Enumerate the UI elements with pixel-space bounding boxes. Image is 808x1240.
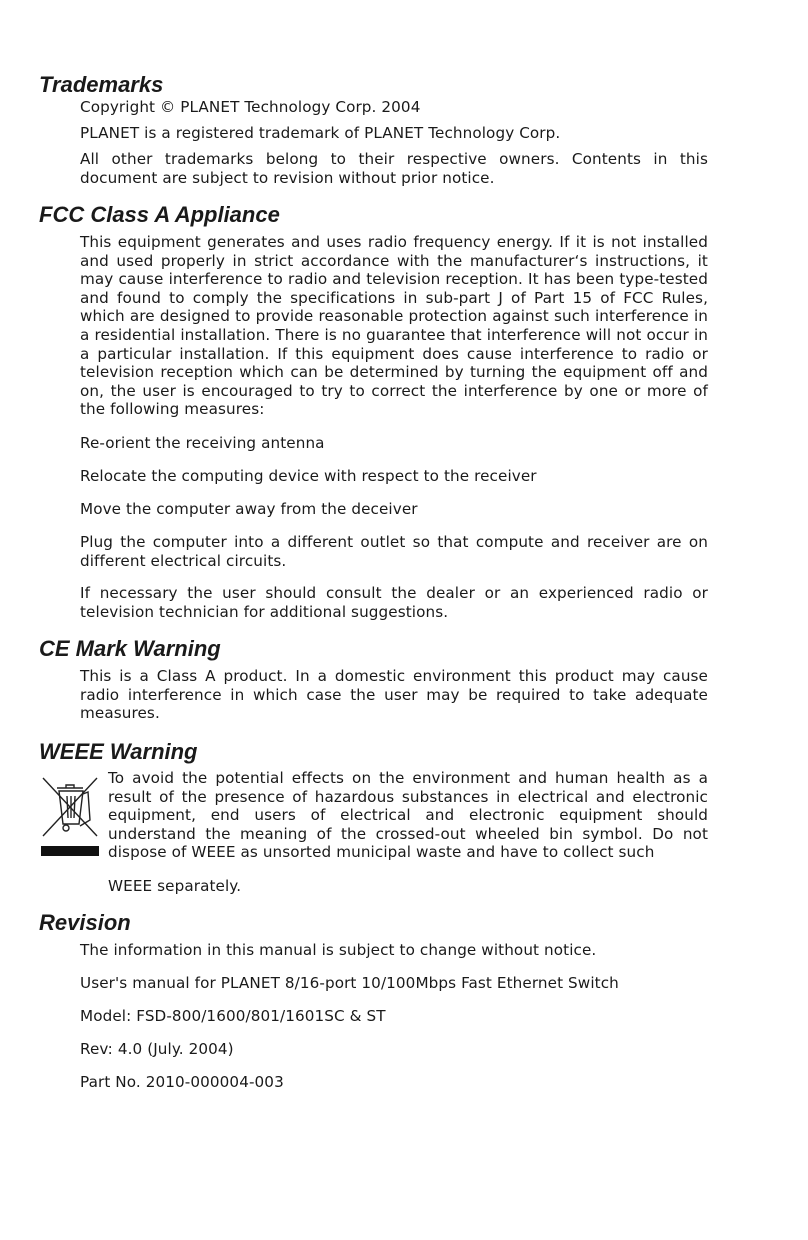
registered-trademark-line: PLANET is a registered trademark of PLANET Technology Corp. [80,124,561,142]
crossed-out-wheeled-bin-icon [39,772,101,860]
weee-body-paragraph: To avoid the potential effects on the environment and human health as a result of the presence of hazardous substances in electrical and electronic equipment, end users of electrical and electronic equipment should understand the meaning of the crossed-out wheeled bin symbol. Do not dispose of WEEE as unsorted municipal waste and have to collect such [108,769,708,862]
revision-manual-line: User's manual for PLANET 8/16-port 10/100Mbps Fast Ethernet Switch [80,974,619,992]
fcc-heading: FCC Class A Appliance [39,202,280,227]
fcc-consult-paragraph: If necessary the user should consult the dealer or an experienced radio or television technician for additional suggestions. [80,584,708,621]
copyright-line: Copyright © PLANET Technology Corp. 2004 [80,98,421,116]
revision-notice-line: The information in this manual is subject to change without notice. [80,941,597,959]
revision-part-line: Part No. 2010-000004-003 [80,1073,284,1091]
fcc-measure-1: Re-orient the receiving antenna [80,434,325,452]
weee-tail-line: WEEE separately. [108,877,242,895]
ce-body-paragraph: This is a Class A product. In a domestic environment this product may cause radio interference in which case the user may be required to take adequate measures. [80,667,708,723]
other-trademarks-paragraph: All other trademarks belong to their respective owners. Contents in this document are subject to revision without prior notice. [80,150,708,187]
weee-heading: WEEE Warning [39,739,198,764]
revision-rev-line: Rev: 4.0 (July. 2004) [80,1040,234,1058]
trademarks-heading: Trademarks [39,72,164,97]
fcc-measure-4: Plug the computer into a different outlet so that compute and receiver are on different electrical circuits. [80,533,708,570]
fcc-measure-3: Move the computer away from the deceiver [80,500,418,518]
ce-heading: CE Mark Warning [39,636,221,661]
revision-heading: Revision [39,910,131,935]
revision-model-line: Model: FSD-800/1600/801/1601SC & ST [80,1007,386,1025]
fcc-body-paragraph: This equipment generates and uses radio frequency energy. If it is not installed and used properly in strict accordance with the manufacturer‘s instructions, it may cause interference to radio and television reception. It has been type-tested and found to comply the specifications in sub-part J of Part 15 of FCC Rules, which are designed to provide reasonable protection against such interference in a residential installation. There is no guarantee that interference will not occur in a particular installation. If this equipment does cause interference to radio or television reception which can be determined by turning the equipment off and on, the user is encouraged to try to correct the interference by one or more of the following measures: [80,233,708,419]
fcc-measure-2: Relocate the computing device with respect to the receiver [80,467,537,485]
